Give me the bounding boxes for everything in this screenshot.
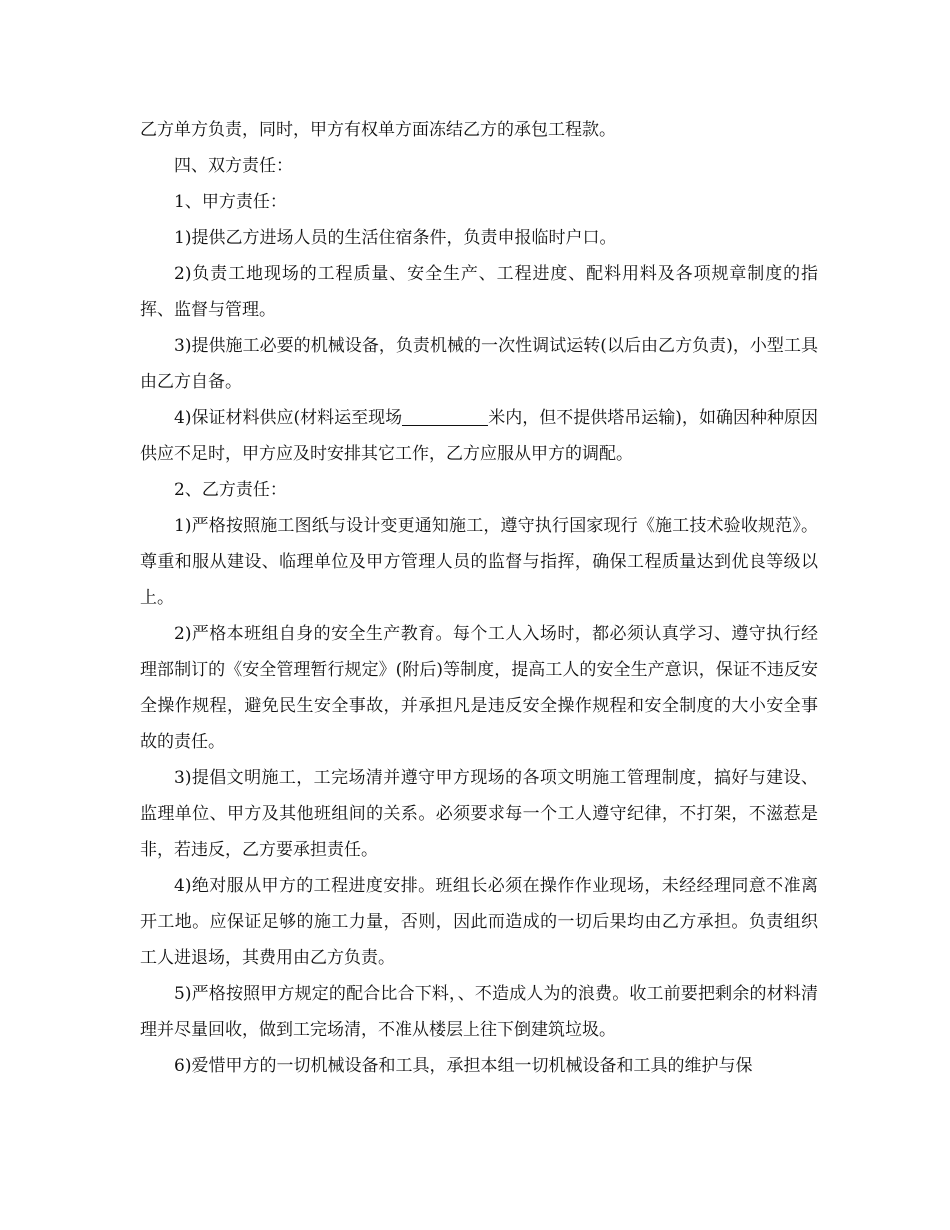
- clause-b-1: 1)严格按照施工图纸与设计变更通知施工，遵守执行国家现行《施工技术验收规范》。尊重和服从建设、临理单位及甲方管理人员的监督与指挥，确保工程质量达到优良等级以上。: [140, 516, 818, 608]
- fill-in-blank: [402, 407, 488, 426]
- section-heading-mutual-responsibilities: 四、双方责任：: [174, 156, 293, 176]
- paragraph-continuation: 乙方单方负责，同时，甲方有权单方面冻结乙方的承包工程款。: [140, 120, 616, 140]
- clause-a-4-text-after: 米内，但不提供塔吊运输)，如确因种种原因供应不足时，甲方应及时安排其它工作，乙方应服从甲方的调配。: [140, 408, 818, 464]
- clause-a-4: [140, 400, 818, 472]
- clause-b-6: 6)爱惜甲方的一切机械设备和工具，承担本组一切机械设备和工具的维护与保: [174, 1056, 753, 1076]
- clause-b-5: 5)严格按照甲方规定的配合比合下料，、不造成人为的浪费。收工前要把剩余的材料清理并尽量回收，做到工完场清，不准从楼层上往下倒建筑垃圾。: [140, 984, 818, 1040]
- clause-a-4-text-before: 4)保证材料供应(材料运至现场: [174, 408, 403, 428]
- clause-b-3: 3)提倡文明施工，工完场清并遵守甲方现场的各项文明施工管理制度，搞好与建设、监理单位、甲方及其他班组间的关系。必须要求每一个工人遵守纪律，不打架，不滋惹是非，若违反，乙方要承担责任。: [140, 768, 818, 860]
- clause-a-2: 2)负责工地现场的工程质量、安全生产、工程进度、配料用料及各项规章制度的指挥、监督与管理。: [140, 264, 818, 320]
- document-body: [140, 112, 818, 1084]
- clause-b-4: 4)绝对服从甲方的工程进度安排。班组长必须在操作作业现场，未经经理同意不准离开工地。应保证足够的施工力量，否则，因此而造成的一切后果均由乙方承担。负责组织工人进退场，其费用由乙方负责。: [140, 876, 818, 968]
- clause-a-1: 1)提供乙方进场人员的生活住宿条件，负责申报临时户口。: [174, 228, 617, 248]
- subsection-heading-party-a: 1、甲方责任：: [174, 192, 287, 212]
- subsection-heading-party-b: 2、乙方责任：: [174, 480, 287, 500]
- clause-b-2: 2)严格本班组自身的安全生产教育。每个工人入场时，都必须认真学习、遵守执行经理部制订的《安全管理暂行规定》(附后)等制度，提高工人的安全生产意识，保证不违反安全操作规程，避免民生安全事故，并承担凡是违反安全操作规程和安全制度的大小安全事故的责任。: [140, 624, 818, 752]
- clause-a-3: 3)提供施工必要的机械设备，负责机械的一次性调试运转(以后由乙方负责)，小型工具由乙方自备。: [140, 336, 818, 392]
